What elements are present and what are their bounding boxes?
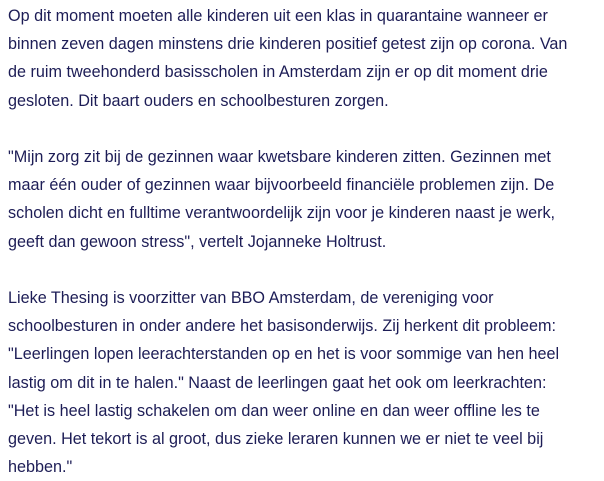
paragraph-line: geeft dan gewoon stress", vertelt Jojanneke Holtrust. — [8, 232, 387, 251]
paragraph-line: maar één ouder of gezinnen waar bijvoorbeeld financiële problemen zijn. De — [8, 176, 555, 195]
paragraph-line: gesloten. Dit baart ouders en schoolbesturen zorgen. — [8, 91, 389, 110]
article-paragraph — [8, 2, 602, 115]
article-body — [8, 2, 602, 481]
paragraph-line: "Leerlingen lopen leerachterstanden op en het is voor sommige van hen heel — [8, 345, 560, 364]
paragraph-line: hebben." — [8, 458, 73, 477]
paragraph-line: de ruim tweehonderd basisscholen in Amsterdam zijn er op dit moment drie — [8, 63, 548, 82]
article-paragraph — [8, 143, 602, 256]
paragraph-line: lastig om dit in te halen." Naast de leerlingen gaat het ook om leerkrachten: — [8, 373, 547, 392]
paragraph-line: binnen zeven dagen minstens drie kinderen positief getest zijn op corona. Van — [8, 35, 568, 54]
paragraph-line: geven. Het tekort is al groot, dus zieke leraren kunnen we er niet te veel bij — [8, 430, 544, 449]
paragraph-line: "Mijn zorg zit bij de gezinnen waar kwetsbare kinderen zitten. Gezinnen met — [8, 148, 551, 166]
article-paragraph — [8, 284, 602, 481]
paragraph-line: scholen dicht en fulltime verantwoordelijk zijn voor je kinderen naast je werk, — [8, 204, 556, 223]
paragraph-line: "Het is heel lastig schakelen om dan weer online en dan weer offline les te — [8, 401, 540, 420]
paragraph-line: Op dit moment moeten alle kinderen uit een klas in quarantaine wanneer er — [8, 7, 548, 25]
paragraph-line: Lieke Thesing is voorzitter van BBO Amsterdam, de vereniging voor — [8, 289, 494, 307]
paragraph-line: schoolbesturen in onder andere het basisonderwijs. Zij herkent dit probleem: — [8, 317, 556, 336]
